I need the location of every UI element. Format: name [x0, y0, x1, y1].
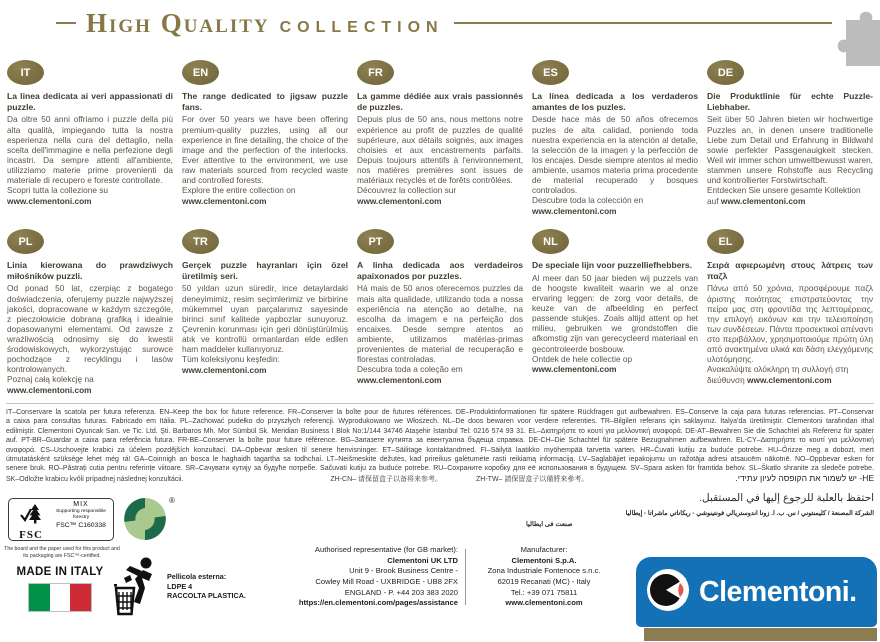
authorised-url: https://en.clementoni.com/pages/assistance [298, 598, 458, 608]
manufacturer-url: www.clementoni.com [505, 598, 583, 608]
made-in-italy [12, 566, 108, 612]
fsc-mix-label: MIX [73, 501, 89, 508]
fsc-note: The board and the paper used for this product and its packaging are FSC™-certified. [4, 546, 120, 559]
fineprint-he: HE- יש לשמור את הקופסה לעיון עתידי. [735, 472, 874, 483]
lang-badge-fr: FR [357, 60, 394, 85]
tidyman-litter-icon [112, 556, 164, 621]
lang-heading-es: La línea dedicada a los verdaderos amantes de los puzles. [532, 91, 698, 112]
lang-url-en: www.clementoni.com [182, 195, 267, 206]
lang-heading-el: Σειρά αφιερωμένη στους λάτρεις των παζλ [707, 260, 873, 281]
lang-cta-pt: Descubra toda a coleção em [357, 364, 463, 375]
lang-badge-en: EN [182, 60, 219, 85]
lang-url-pl: www.clementoni.com [7, 384, 92, 395]
title-sub: COLLECTION [279, 18, 444, 36]
lang-block-en [182, 60, 348, 216]
fineprint-line-7: senere bruk. RO–Păstrați cutia pentru referințe viitoare. SR–Сачувати кутију за будуће потребе. Sačuvati kutiju za buduće potrebe. RU–Сохраните коробку для её использования в будущем. SV–Spara asken för framtida behov. SL–Škatlo shranite za sledeče potrebe. [6, 465, 874, 473]
lang-block-tr [182, 229, 348, 395]
manufacturer-block [474, 545, 614, 609]
lang-url-de: www.clementoni.com [720, 195, 806, 206]
lang-body-de: Seit über 50 Jahren bieten wir hochwertige Puzzles an, in denen unsere traditionelle Liebe zum Detail und Erfahrung in Bildwahl sowie perfekter Passgenauigkeit stecken. Weil wir immer schon umweltbewusst waren, stammen unsere Rohstoffe aus Recycling und kontrollierter Forstwirtschaft. [707, 114, 873, 186]
manufacturer-name: Clementoni S.p.A. [511, 555, 577, 565]
fineprint-zh-tw: ZH-TW– 請保留盒子以備將來參考。 [476, 475, 589, 483]
lang-cta-pl: Poznaj całą kolekcję na [7, 374, 94, 385]
lang-badge-de: DE [707, 60, 744, 85]
horizontal-divider [6, 403, 874, 404]
lang-block-it [7, 60, 173, 216]
fineprint-line-2: a caixa para consultas futuras. Fabricado em Itália. PL–Zachować pudełko do przyszłych referencji. Wyprodukowano we Włoszech. NL–De doos bewaren voor verdere referenties. TR–Bilgileri referans için saklayınız. İtalya'da üretilmiştir. Clementoni tarafından ithal [6, 418, 874, 426]
lang-block-nl [532, 229, 698, 395]
lang-url-it: www.clementoni.com [7, 195, 92, 206]
lang-cta-nl: Ontdek de hele collectie op [532, 353, 633, 364]
italy-flag-icon [28, 583, 92, 612]
clementoni-logo-text: Clementoni. [699, 575, 857, 608]
language-row-2 [7, 229, 873, 395]
authorised-name: Clementoni UK LTD [387, 555, 458, 565]
authorised-title: Authorised representative (for GB market): [314, 545, 458, 554]
fsc-logo [8, 498, 114, 541]
manufacturer-addr2: 62019 Recanati (MC) - Italy [497, 576, 591, 586]
lang-cta-fr: Découvrez la collection sur [357, 185, 457, 196]
page-title [86, 8, 444, 39]
title-main: High Quality [86, 7, 270, 38]
fineprint-line-6: útmutatásként szüksége lehet még rá! GA–Coinnigh an bosca le haghaidh tagartha sa todhchaí. LT–Neišmeskite dėžutės, kad prireikus galėtumėte rasti reikiamą informaciją. LV–Saglabājiet iepakojumu un ražotāja adresi atsaucēm nākotnē. NO–Oppbevar esken for [6, 456, 874, 464]
plastic-recycling-note [167, 572, 246, 601]
fsc-tree-icon [19, 502, 43, 529]
authorised-addr1: Unit 9 - Brook Business Centre - [349, 566, 458, 576]
arabic-made-in-italy: صنعت فى ايطاليا [526, 521, 573, 528]
lang-heading-it: La linea dedicata ai veri appassionati di puzzle. [7, 91, 173, 112]
arabic-block [526, 492, 874, 528]
language-row-1 [7, 60, 873, 216]
lang-url-pt: www.clementoni.com [357, 374, 442, 385]
clementoni-emblem-icon [646, 567, 692, 618]
manufacturer-addr1: Zona Industriale Fontenoce s.n.c. [487, 566, 601, 576]
lang-url-tr: www.clementoni.com [182, 364, 267, 375]
vertical-divider [465, 549, 466, 605]
green-dot-recycling-icon [122, 496, 175, 542]
lang-cta-es: Descubre toda la colección en [532, 195, 644, 206]
lang-body-es: Desde hace más de 50 años ofrecemos puzles de alta calidad, poniendo toda nuestra experiencia en la atención al detalle, la selección de la imagen y la perfección de los encajes. Desde siempre atentos al medio ambiente, usamos materia prima procedente de material recuperado y bosques controlados. [532, 114, 698, 196]
fineprint-line-3: edilmiştir. Clementoni Oyuncak San. ve Tic. Ltd. Şti. Barbaros Mh. Mor Sümbül Sk. Meridian Business I Blok No:1/144 34746 Ataşehir İstanbul Tel: 0216 574 93 31. EL–Διατηρήστε το κουτί για μελλοντική αναφορά. DE-AT–Bewahren Sie die Schachtel als Referenz für später [6, 427, 874, 435]
header [0, 0, 880, 46]
lang-cta-tr: Tüm koleksiyonu keşfedin: [182, 354, 280, 365]
fineprint-line-1: IT–Conservare la scatola per futura referenza. EN–Keep the box for future reference. FR–Conserver la boîte pour de futures références. DE–Produktinformationen für spätere Rückfragen gut aufbewahren. ES–Conserve la caja para futuras referencias. PT–Conservar [6, 409, 874, 416]
lang-badge-pt: PT [357, 229, 394, 254]
lang-badge-es: ES [532, 60, 569, 85]
lang-body-el: Πάνω από 50 χρόνια, προσφέρουμε παζλ άριστης ποιότητας επιστρατεύοντας την πείρα μας στη φροντίδα της λεπτομέρειας, την επιλογή εικόνων και την τελειοποίηση των συνδέσεων. Πάντα προσεκτικοί απέναντι στο περιβάλλον, χρησιμοποιούμε πρώτη ύλη από ανακτημένα υλικά και δάση ελεγχόμενης υλοτόμησης. [707, 283, 873, 365]
lang-block-el [707, 229, 873, 395]
lang-block-de [707, 60, 873, 216]
lang-body-en: For over 50 years we have been offering premium-quality puzzles, using all our experience in fine detailing, the choice of the image and the perfection of the interlocks. Ever attentive to the environment, we use raw materials sourced from recycled waste and controlled forests. [182, 114, 348, 186]
lang-cta-de: Entdecken Sie unsere gesamte Kollektion auf [707, 185, 861, 206]
lang-url-el: www.clementoni.com [747, 374, 832, 385]
arabic-manufacturer-line: الشركة المصنعة / كليمنتوني / س. ب. ا. زونا اندوستريالي فونتينوشي - ريكاناتي ماشراتا - إيطاليا [625, 510, 874, 517]
lang-heading-pt: A linha dedicada aos verdadeiros apaixonados por puzzles. [357, 260, 523, 281]
lang-badge-nl: NL [532, 229, 569, 254]
lang-heading-de: Die Produktlinie für echte Puzzle-Liebhaber. [707, 91, 873, 112]
lang-body-fr: Depuis plus de 50 ans, nous mettons notre expérience au profit de puzzles de qualité supérieure, aux détails soignés, aux images choisies et aux encastrements parfaits. Depuis toujours attentifs à l'environnement, nos matières premières sont issues de matériaux recyclés et de forêts contrôlées. [357, 114, 523, 186]
lang-url-fr: www.clementoni.com [357, 195, 442, 206]
lang-heading-en: The range dedicated to jigsaw puzzle fans. [182, 91, 348, 112]
clementoni-logo-gold-bar [644, 628, 877, 641]
fsc-cert-code: FSC™ C160338 [56, 522, 106, 530]
lang-block-pt [357, 229, 523, 395]
lang-badge-tr: TR [182, 229, 219, 254]
fineprint-block [6, 408, 874, 484]
fineprint-line-4: auf. PT-BR–Guardar a caixa para referência futura. FR-BE–Conserver la boîte pour future référence. BG–Запазете кутията за евентуална бъдеща справка. DE-CH–Die Schachtel für spätere Bezugnahmen aufbewahren. EL-CY–Διατηρήστε το κουτί για μελλοντική [6, 437, 874, 445]
arabic-keep-line: احتفظ بالعلبة للرجوع إليها في المستقبل. [699, 492, 874, 504]
lang-heading-pl: Linia kierowana do prawdziwych miłośników puzzli. [7, 260, 173, 281]
lang-heading-nl: De speciale lijn voor puzzelliefhebbers. [532, 260, 692, 270]
lang-heading-fr: La gamme dédiée aux vrais passionnés de puzzles. [357, 91, 523, 112]
plastic-line-3: RACCOLTA PLASTICA. [167, 591, 246, 601]
lang-body-tr: 50 yıldan uzun süredir, ince detaylardaki deneyimimiz, resim seçimlerimiz ve birbirine mükemmel uyan parçalarımız sayesinde birinci sınıf kalitede yapbozlar sunuyoruz. Çevrenin korunması için geri dönüştürülmüş atık ve kontrollü ormanlardan elde edilen ham maddeler kullanıyoruz. [182, 283, 348, 355]
plastic-line-2: LDPE 4 [167, 581, 193, 591]
fineprint-sk: SK–Odložte krabicu kvôli prípadnej následnej konzultácii. [6, 475, 184, 483]
authorised-representative-block [286, 545, 458, 609]
lang-block-es [532, 60, 698, 216]
made-in-italy-label: MADE IN ITALY [16, 566, 104, 578]
fsc-tagline: Supporting responsible forestry [55, 509, 107, 520]
title-rule-right [454, 22, 832, 24]
lang-body-pl: Od ponad 50 lat, czerpiąc z bogatego doświadczenia, oferujemy puzzle najwyższej jakości, dopracowane w każdym szczególe, z pieczołowicie dobraną grafiką i idealnie dopasowanymi elementami. Od zawsze z wrażliwością odnosimy się do kwestii środowiskowych, wykorzystując surowce pochodzące z recyklingu i lasów kontrolowanych. [7, 283, 173, 375]
lang-body-nl: Al meer dan 50 jaar bieden wij puzzels van de hoogste kwaliteit waarin we al onze ervaring leggen: de zorg voor details, de keuze van de afbeelding en perfect passende stukjes. Zoals altijd attent op het milieu, gebruiken we grondstoffen die afkomstig zijn van gerecycleerd materiaal en gecontroleerde bosbouw. [532, 272, 698, 354]
lang-url-nl: www.clementoni.com [532, 363, 617, 374]
fineprint-zh-cn: ZH-CN– 请保留盒子以备将来参考。 [330, 475, 443, 483]
clementoni-logo [636, 557, 877, 642]
plastic-line-1: Pellicola esterna: [167, 572, 227, 581]
title-rule-left [56, 22, 76, 24]
lang-block-pl [7, 229, 173, 395]
registered-mark: ® [169, 496, 175, 505]
lang-badge-pl: PL [7, 229, 44, 254]
lang-cta-it: Scopri tutta la collezione su [7, 185, 109, 196]
lang-body-it: Da oltre 50 anni offriamo i puzzle della più alta qualità, impiegando tutta la nostra esperienza nella cura del dettaglio, nella scelta dell'immagine e nella perfezione degli incastri. Da sempre attenti all'ambiente, utilizziamo materie prime provenienti da materiale di recupero e foreste controllate. [7, 114, 173, 186]
authorised-addr3: ENGLAND - P. +44 203 383 2020 [344, 587, 458, 597]
authorised-addr2: Cowley Mill Road - UXBRIDGE - UB8 2FX [315, 576, 458, 586]
fineprint-line-8 [6, 474, 874, 484]
lang-heading-tr: Gerçek puzzle hayranları için özel üretilmiş seri. [182, 260, 348, 281]
lang-body-pt: Há mais de 50 anos oferecemos puzzles da mais alta qualidade, utilizando toda a nossa experiência na atenção ao detalhe, na escolha da imagem e na perfeição dos encaixes. Desde sempre atentos ao ambiente, utilizamos matérias-primas provenientes de material de recuperação e florestas controladas. [357, 283, 523, 365]
lang-cta-en: Explore the entire collection on [182, 185, 296, 196]
manufacturer-addr3: Tel.: +39 071 75811 [510, 587, 578, 597]
fsc-brand-text: FSC [19, 529, 43, 541]
lang-badge-it: IT [7, 60, 44, 85]
lang-block-fr [357, 60, 523, 216]
lang-badge-el: EL [707, 229, 744, 254]
manufacturer-title: Manufacturer: [520, 545, 568, 554]
lang-cta-el: Ανακαλύψτε ολόκληρη τη συλλογή στη διεύθυνση [707, 364, 849, 385]
fineprint-line-5: αναφορά. CS–Uschovejte krabici za účelem pozdějších konzultací. DA–Opbevar æsken til senere henvisninger. ET–Säilitage kontaktandmed. FI–Säilytä laatikko myöhempää tarvetta varten. HR–Čuvati kutiju za buduće potrebe. HU–Őrizze meg a dobozt, mert [6, 446, 874, 454]
lang-url-es: www.clementoni.com [532, 205, 617, 216]
